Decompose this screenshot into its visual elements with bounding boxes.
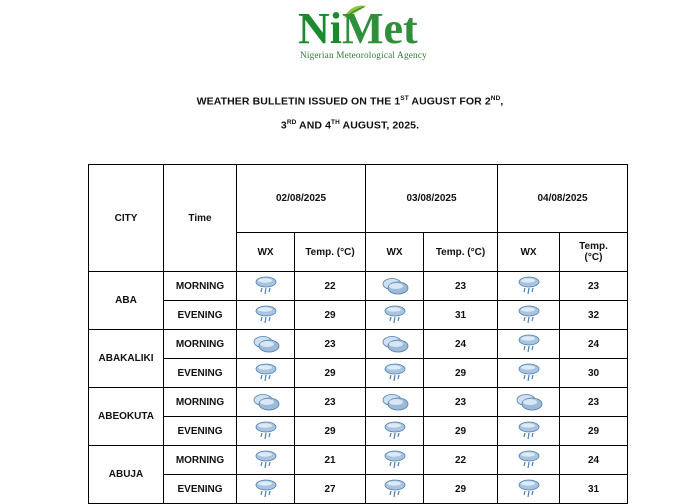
temp-header: Temp. (°C) [424,233,498,272]
temperature-value: 24 [560,446,628,475]
rain-cloud-icon [516,275,542,297]
temperature-value: 27 [295,475,366,504]
time-of-day: EVENING [164,475,237,504]
temperature-value: 23 [560,272,628,301]
wx-cell [237,417,295,446]
rain-cloud-icon [516,333,542,355]
wx-cell [498,330,560,359]
table-row [89,272,628,301]
temperature-value: 29 [424,417,498,446]
wx-cell [237,388,295,417]
cloudy-icon [251,334,281,354]
table-row [89,475,628,504]
wx-cell [237,359,295,388]
temperature-value: 23 [424,272,498,301]
wx-cell [498,301,560,330]
table-row [89,417,628,446]
wx-header: WX [366,233,424,272]
rain-cloud-icon [516,420,542,442]
wx-cell [237,475,295,504]
temperature-value: 22 [295,272,366,301]
cloudy-icon [380,334,410,354]
logo-wordmark [298,6,418,52]
temperature-value: 23 [295,330,366,359]
temperature-value: 23 [295,388,366,417]
bulletin-title-line1: WEATHER BULLETIN ISSUED ON THE 1ST AUGUST FOR 2ND, [196,95,504,108]
rain-cloud-icon [516,304,542,326]
wx-header: WX [237,233,295,272]
nimet-logo [298,6,448,62]
wx-cell [237,301,295,330]
temperature-value: 23 [560,388,628,417]
table-row [89,446,628,475]
wx-cell [366,272,424,301]
rain-cloud-icon [516,449,542,471]
wx-cell [366,330,424,359]
date-header: 04/08/2025 [498,165,628,233]
city-header: CITY [89,165,164,272]
wx-cell [498,417,560,446]
rain-cloud-icon [382,362,408,384]
table-row [89,301,628,330]
date-header: 03/08/2025 [366,165,498,233]
temperature-value: 23 [424,388,498,417]
wx-cell [366,359,424,388]
temperature-value: 32 [560,301,628,330]
time-of-day: MORNING [164,388,237,417]
wx-cell [498,272,560,301]
table-row [89,388,628,417]
table-row [89,359,628,388]
wx-cell [498,446,560,475]
temp-header: Temp. (°C) [560,233,628,272]
temperature-value: 29 [560,417,628,446]
wx-cell [366,388,424,417]
temperature-value: 29 [424,475,498,504]
temperature-value: 29 [295,359,366,388]
city-name: ABUJA [89,446,164,504]
temperature-value: 21 [295,446,366,475]
time-of-day: EVENING [164,359,237,388]
time-of-day: MORNING [164,446,237,475]
wx-cell [366,475,424,504]
temperature-value: 31 [424,301,498,330]
wx-cell [237,446,295,475]
rain-cloud-icon [382,478,408,500]
time-of-day: EVENING [164,417,237,446]
cloudy-icon [380,392,410,412]
wx-cell [237,330,295,359]
temperature-value: 30 [560,359,628,388]
table-row [89,330,628,359]
wx-cell [366,301,424,330]
time-header: Time [164,165,237,272]
rain-cloud-icon [253,304,279,326]
temperature-value: 24 [560,330,628,359]
city-name: ABEOKUTA [89,388,164,446]
cloudy-icon [251,392,281,412]
rain-cloud-icon [382,449,408,471]
forecast-table [88,164,628,504]
wx-cell [237,272,295,301]
rain-cloud-icon [382,420,408,442]
time-of-day: EVENING [164,301,237,330]
rain-cloud-icon [253,362,279,384]
wx-cell [498,388,560,417]
rain-cloud-icon [253,478,279,500]
temperature-value: 29 [295,301,366,330]
cloudy-icon [514,392,544,412]
wx-cell [366,417,424,446]
temperature-value: 29 [295,417,366,446]
rain-cloud-icon [253,275,279,297]
city-name: ABAKALIKI [89,330,164,388]
rain-cloud-icon [253,420,279,442]
temp-header: Temp. (°C) [295,233,366,272]
time-of-day: MORNING [164,330,237,359]
logo-ni: Ni [298,4,342,53]
city-name: ABA [89,272,164,330]
wx-header: WX [498,233,560,272]
temperature-value: 31 [560,475,628,504]
wx-cell [498,475,560,504]
wx-cell [498,359,560,388]
agency-name: Nigerian Meteorological Agency [300,50,427,60]
date-header: 02/08/2025 [237,165,366,233]
time-of-day: MORNING [164,272,237,301]
logo-met: Met [342,4,418,53]
temperature-value: 22 [424,446,498,475]
rain-cloud-icon [253,449,279,471]
temperature-value: 29 [424,359,498,388]
rain-cloud-icon [516,478,542,500]
rain-cloud-icon [382,304,408,326]
wx-cell [366,446,424,475]
cloudy-icon [380,276,410,296]
temperature-value: 24 [424,330,498,359]
rain-cloud-icon [516,362,542,384]
bulletin-title-line2: 3RD AND 4TH AUGUST, 2025. [280,119,420,132]
